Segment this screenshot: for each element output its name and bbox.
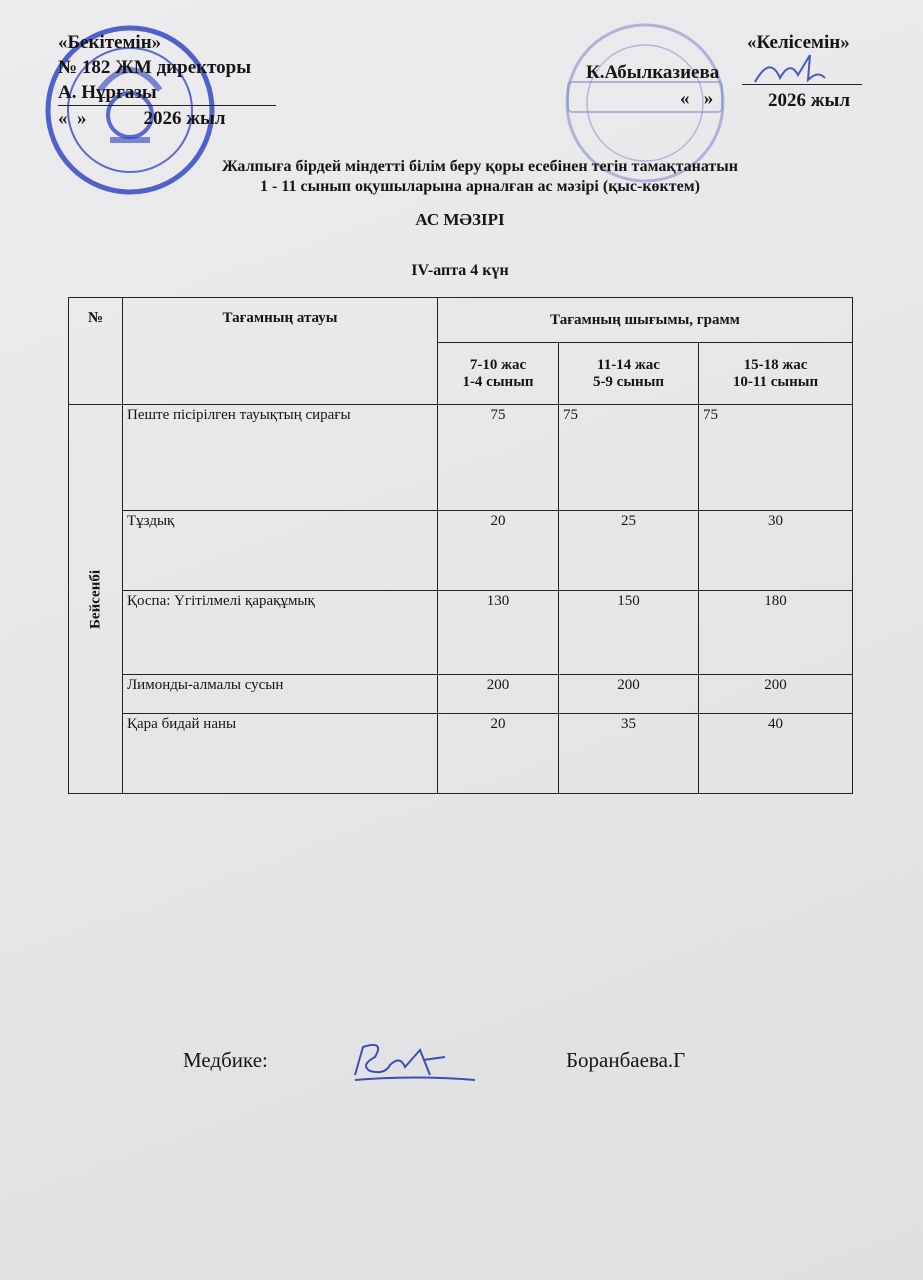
yield-value: 150 <box>559 591 699 675</box>
menu-title: АС МӘЗІРІ <box>415 210 505 229</box>
agree-title: «Келісемін» <box>747 32 850 53</box>
dish-name: Қоспа: Үгітілмелі қарақұмық <box>123 591 438 675</box>
dish-name: Пеште пісірілген тауықтың сирағы <box>123 405 438 511</box>
table-row <box>69 511 853 591</box>
dish-name: Тұздық <box>123 511 438 591</box>
table-row <box>69 591 853 675</box>
agree-date-quotes: « » <box>680 88 714 109</box>
agree-signature <box>750 50 830 90</box>
dish-name: Лимонды-алмалы сусын <box>123 675 438 714</box>
table-row <box>69 675 853 714</box>
nurse-name: Боранбаева.Г <box>566 1048 686 1072</box>
document-heading <box>100 157 860 197</box>
header-no: № <box>69 298 123 405</box>
table-row <box>69 714 853 794</box>
header-group-3 <box>699 343 853 405</box>
grade-label: 10-11 сынып <box>732 373 819 390</box>
table-row <box>69 405 853 511</box>
grade-label: 1-4 сынып <box>462 373 534 390</box>
nurse-signature <box>345 1035 495 1090</box>
yield-value: 20 <box>438 714 559 794</box>
approve-date: « » 2026 жыл <box>58 108 226 129</box>
agree-date: 2026 жыл <box>768 90 851 111</box>
yield-value: 25 <box>559 511 699 591</box>
day-label: Бейсенбі <box>69 405 123 794</box>
heading-line1: Жалпыға бірдей міндетті білім беру қоры есебінен тегін тамақтанатын <box>222 158 738 175</box>
yield-value: 75 <box>438 405 559 511</box>
header-dish-name: Тағамның атауы <box>123 298 438 405</box>
approve-title: «Бекітемін» <box>58 32 162 53</box>
yield-value: 130 <box>438 591 559 675</box>
yield-value: 200 <box>438 675 559 714</box>
agree-name: К.Абылказиева <box>586 62 720 83</box>
dish-name: Қара бидай наны <box>123 714 438 794</box>
yield-value: 20 <box>438 511 559 591</box>
yield-value: 75 <box>699 405 853 511</box>
approve-director: № 182 ЖМ директоры <box>58 57 252 78</box>
approve-block <box>58 30 276 131</box>
header-group-2 <box>559 343 699 405</box>
grade-label: 5-9 сынып <box>592 373 665 390</box>
age-label: 11-14 жас <box>597 356 660 373</box>
header-yield: Тағамның шығымы, грамм <box>438 298 853 343</box>
age-label: 15-18 жас <box>743 356 808 373</box>
age-label: 7-10 жас <box>469 356 527 373</box>
approve-signer: А. Нұрғазы <box>58 80 276 106</box>
yield-value: 40 <box>699 714 853 794</box>
yield-value: 200 <box>559 675 699 714</box>
yield-value: 30 <box>699 511 853 591</box>
week-day: IV-апта 4 күн <box>411 262 509 279</box>
yield-value: 75 <box>559 405 699 511</box>
yield-value: 180 <box>699 591 853 675</box>
heading-line2: 1 - 11 сынып оқушыларына арналған ас мәзірі (қыс-көктем) <box>260 178 700 195</box>
header-group-1 <box>438 343 559 405</box>
yield-value: 35 <box>559 714 699 794</box>
menu-table <box>68 297 853 794</box>
nurse-label: Медбике: <box>183 1048 268 1072</box>
yield-value: 200 <box>699 675 853 714</box>
